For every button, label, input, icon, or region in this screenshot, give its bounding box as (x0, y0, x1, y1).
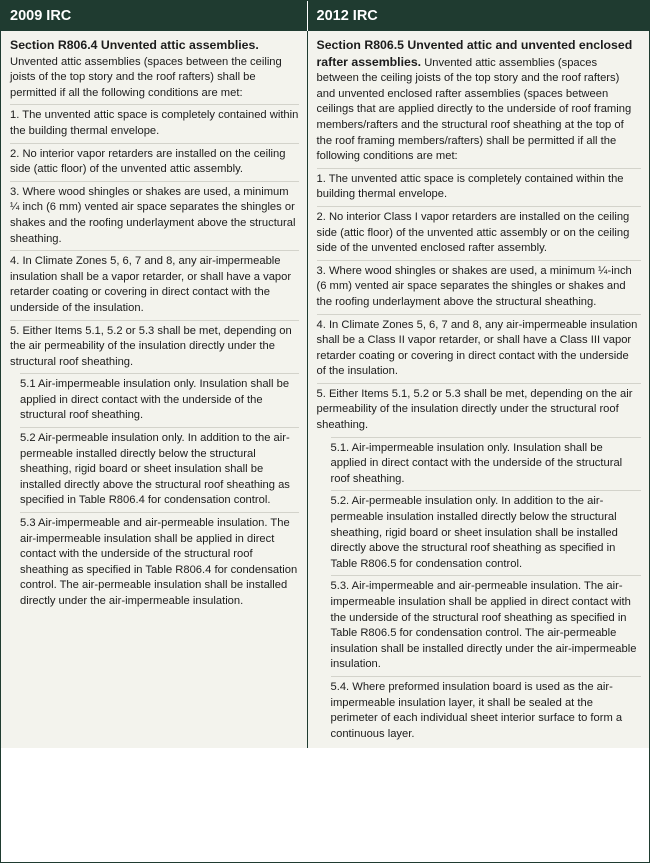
list-item: 1. The unvented attic space is completely contained within the building thermal envelope. (10, 104, 299, 139)
header-row (1, 1, 649, 31)
list-item: 5. Either Items 5.1, 5.2 or 5.3 shall be met, depending on the air permeability of the insulation directly under the structural roof sheathing. (317, 383, 642, 434)
list-item: 5. Either Items 5.1, 5.2 or 5.3 shall be met, depending on the air permeability of the insulation directly under the structural roof sheathing. (10, 320, 299, 371)
sub-list-item: 5.4. Where preformed insulation board is used as the air-impermeable insulation layer, it shall be sealed at the perimeter of each individual sheet interior surface to form a continuous layer. (331, 676, 642, 742)
column-2012 (307, 31, 649, 748)
list-item: 4. In Climate Zones 5, 6, 7 and 8, any air-impermeable insulation shall be a vapor retarder, or shall have a vapor retarder coating or covering in direct contact with the underside of the insulation. (10, 250, 299, 316)
list-item: 3. Where wood shingles or shakes are used, a minimum ¼ inch (6 mm) vented air space separates the shingles or shakes and the roofing underlayment above the structural sheathing. (10, 181, 299, 247)
section-r806-4 (10, 38, 299, 101)
sub-list-item: 5.1 Air-impermeable insulation only. Insulation shall be applied in direct contact with the underside of the structural roof sheathing. (20, 373, 299, 424)
sub-list-item: 5.2 Air-permeable insulation only. In addition to the air-permeable installed directly below the structural sheathing, rigid board or sheet insulation shall be installed directly above the structural roof sheathing as specified in Table R806.4 for condensation control. (20, 427, 299, 509)
header-2009-irc: 2009 IRC (1, 1, 307, 31)
sub-list-item: 5.3 Air-impermeable and air-permeable insulation. The air-impermeable insulation shall be applied in direct contact with the underside of the structural roof sheathing as specified in Table R806.4 for condensation control. The air-permeable insulation shall be installed directly under the air-impermeable insulation. (20, 512, 299, 610)
list-item: 3. Where wood shingles or shakes are used, a minimum ¼-inch (6 mm) vented air space separates the shingles or shakes and the roofing underlayment above the structural sheathing. (317, 260, 642, 311)
header-2012-irc: 2012 IRC (307, 1, 649, 31)
column-2009 (1, 31, 307, 748)
sub-list-item: 5.2. Air-permeable insulation only. In addition to the air-permeable insulation installed directly below the structural sheathing, rigid board or sheet insulation shall be installed directly above the structural roof sheathing as specified in Table R806.5 for condensation control. (331, 490, 642, 572)
list-item: 2. No interior Class I vapor retarders are installed on the ceiling side (attic floor) of the unvented attic assembly or on the ceiling side of the unvented enclosed rafter assembly. (317, 206, 642, 257)
section-title: Section R806.4 Unvented attic assemblies. (10, 38, 259, 52)
section-intro: Unvented attic assemblies (spaces between the ceiling joists of the top story and the roof rafters) and unvented enclosed rafter assemblies (spaces between ceilings that are applied directly to the underside of roof framing members/rafters and the structural roof sheathing at the top of the roof framing members/rafters) shall be permitted if all the following conditions are met: (316, 56, 632, 163)
section-intro: Unvented attic assemblies (spaces between the ceiling joists of the top story and the roof rafters) shall be permitted if all the following conditions are met: (10, 55, 282, 99)
sub-list-item: 5.1. Air-impermeable insulation only. Insulation shall be applied in direct contact with the underside of the structural roof sheathing. (331, 437, 642, 488)
section-r806-5 (317, 38, 642, 165)
sub-list-item: 5.3. Air-impermeable and air-permeable insulation. The air-impermeable insulation shall be applied in direct contact with the underside of the structural roof sheathing as specified in Table R806.5 for condensation control. The air-permeable insulation shall be installed directly under the air-impermeable insulation. (331, 575, 642, 673)
content-row (1, 31, 649, 748)
list-item: 4. In Climate Zones 5, 6, 7 and 8, any air-impermeable insulation shall be a Class II vapor retarder, or shall have a Class III vapor retarder coating or covering in direct contact with the underside of the insulation. (317, 314, 642, 380)
list-item: 1. The unvented attic space is completely contained within the building thermal envelope. (317, 168, 642, 203)
list-item: 2. No interior vapor retarders are installed on the ceiling side (attic floor) of the unvented attic assembly. (10, 143, 299, 178)
section-title: Section R806.5 Unvented attic and unvented enclosed rafter assemblies. (316, 38, 633, 69)
irc-comparison-table (1, 1, 649, 748)
